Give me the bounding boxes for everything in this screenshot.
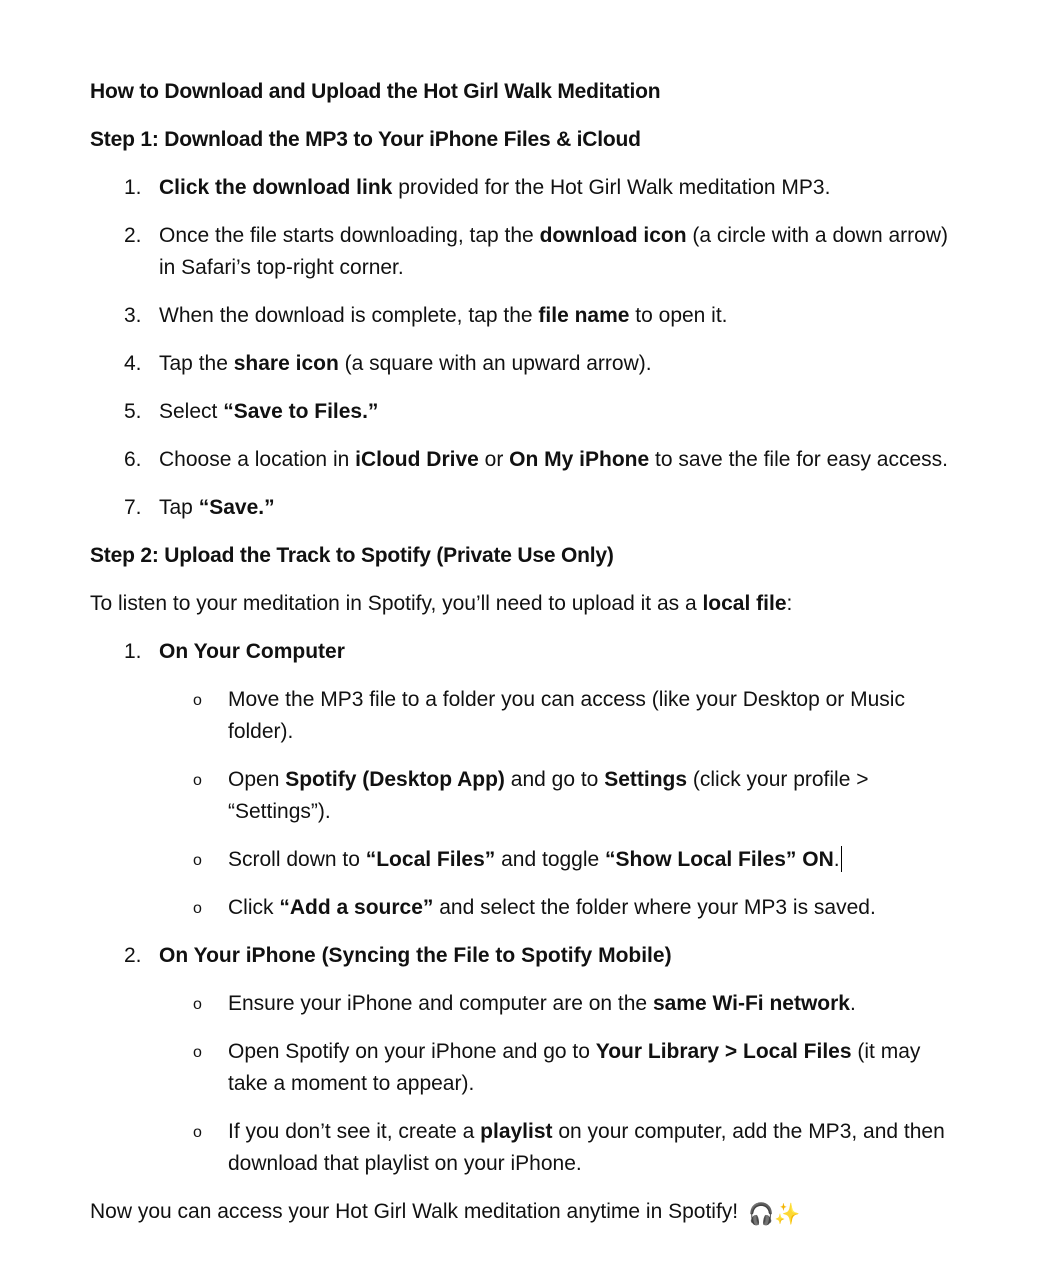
bold-text: download icon [539,224,687,247]
item-text: Select [159,400,224,423]
bold-text: share icon [233,352,339,375]
bold-text: “Save.” [198,496,275,519]
item-text: to save the file for easy access. [649,448,948,471]
item-text: When the download is complete, tap the [159,304,539,327]
bullet-item [159,892,950,924]
intro-text: To listen to your meditation in Spotify, you’ll need to upload it as a [90,592,703,615]
bullet-item [159,764,950,828]
headphones-sparkles-icon: 🎧✨ [747,1203,801,1226]
bullet-item [159,1036,950,1100]
bold-text: file name [538,304,630,327]
list-number: 1. [124,640,142,663]
closing-line [90,1196,950,1231]
item-text: Click [228,896,280,919]
item-text: and toggle [495,848,606,871]
bold-text: On My iPhone [509,448,650,471]
bold-text: local file [702,592,787,615]
bullet-marker: o [193,900,202,917]
item-text: . [849,992,856,1015]
bullet-list [159,988,950,1180]
item-text: Scroll down to [228,848,366,871]
item-text: and select the folder where your MP3 is saved. [433,896,876,919]
bold-text: “Local Files” [365,848,496,871]
bullet-marker: o [193,996,202,1013]
item-text: Once the file starts downloading, tap the [159,224,540,247]
bold-text: Spotify (Desktop App) [285,768,505,791]
bullet-item [159,988,950,1020]
bold-text: Your Library > Local Files [595,1040,852,1063]
list-item [90,636,950,924]
item-text: Tap the [159,352,234,375]
list-number: 4. [124,352,142,375]
item-text: or [478,448,510,471]
text-cursor [841,846,843,872]
bold-text: iCloud Drive [355,448,479,471]
step1-heading: Step 1: Download the MP3 to Your iPhone Files & iCloud [90,128,641,151]
section-title: On Your Computer [159,640,345,663]
list-item [90,300,950,332]
closing-text: Now you can access your Hot Girl Walk meditation anytime in Spotify! [90,1200,744,1223]
list-item [90,172,950,204]
item-text: Tap [159,496,199,519]
list-item [90,396,950,428]
list-number: 2. [124,944,142,967]
item-text: . [833,848,840,871]
bold-text: Click the download link [159,176,393,199]
section-title: On Your iPhone (Syncing the File to Spotify Mobile) [159,944,672,967]
bold-text: same Wi-Fi network [652,992,850,1015]
item-text: provided for the Hot Girl Walk meditation MP3. [392,176,831,199]
list-item [90,492,950,524]
bullet-marker: o [193,772,202,789]
bullet-marker: o [193,1044,202,1061]
item-text: (a square with an upward arrow). [338,352,652,375]
step2-list [90,636,950,1180]
list-number: 3. [124,304,142,327]
bullet-item [159,844,950,876]
list-item [90,940,950,1180]
list-number: 5. [124,400,142,423]
bold-text: Settings [604,768,688,791]
list-number: 7. [124,496,142,519]
item-text: Open [228,768,286,791]
item-text: If you don’t see it, create a [228,1120,481,1143]
item-text: and go to [504,768,605,791]
document-title: How to Download and Upload the Hot Girl Walk Meditation [90,80,661,103]
list-item [90,444,950,476]
step1-list [90,172,950,524]
list-number: 2. [124,224,142,247]
bullet-item [159,1116,950,1180]
bullet-item [159,684,950,748]
bold-text: “Save to Files.” [223,400,379,423]
item-text: (it may take a moment to appear). [228,1040,921,1095]
bullet-marker: o [193,692,202,709]
bullet-marker: o [193,1124,202,1141]
item-text: Move the MP3 file to a folder you can access (like your Desktop or Music folder). [228,688,905,743]
list-number: 1. [124,176,142,199]
bold-text: “Show Local Files” ON [605,848,834,871]
list-item [90,220,950,284]
item-text: (a circle with a down arrow) in Safari’s top-right corner. [159,224,948,279]
bold-text: “Add a source” [279,896,434,919]
intro-text: : [786,592,793,615]
bullet-marker: o [193,852,202,869]
bold-text: playlist [480,1120,553,1143]
item-text: Ensure your iPhone and computer are on the [228,992,653,1015]
step2-heading: Step 2: Upload the Track to Spotify (Private Use Only) [90,544,614,567]
bullet-list [159,684,950,924]
item-text: on your computer, add the MP3, and then download that playlist on your iPhone. [228,1120,945,1175]
item-text: (click your profile > “Settings”). [228,768,869,823]
step2-intro [90,588,950,620]
list-number: 6. [124,448,142,471]
item-text: to open it. [629,304,728,327]
item-text: Open Spotify on your iPhone and go to [228,1040,596,1063]
list-item [90,348,950,380]
document-body [90,76,950,1247]
item-text: Choose a location in [159,448,356,471]
